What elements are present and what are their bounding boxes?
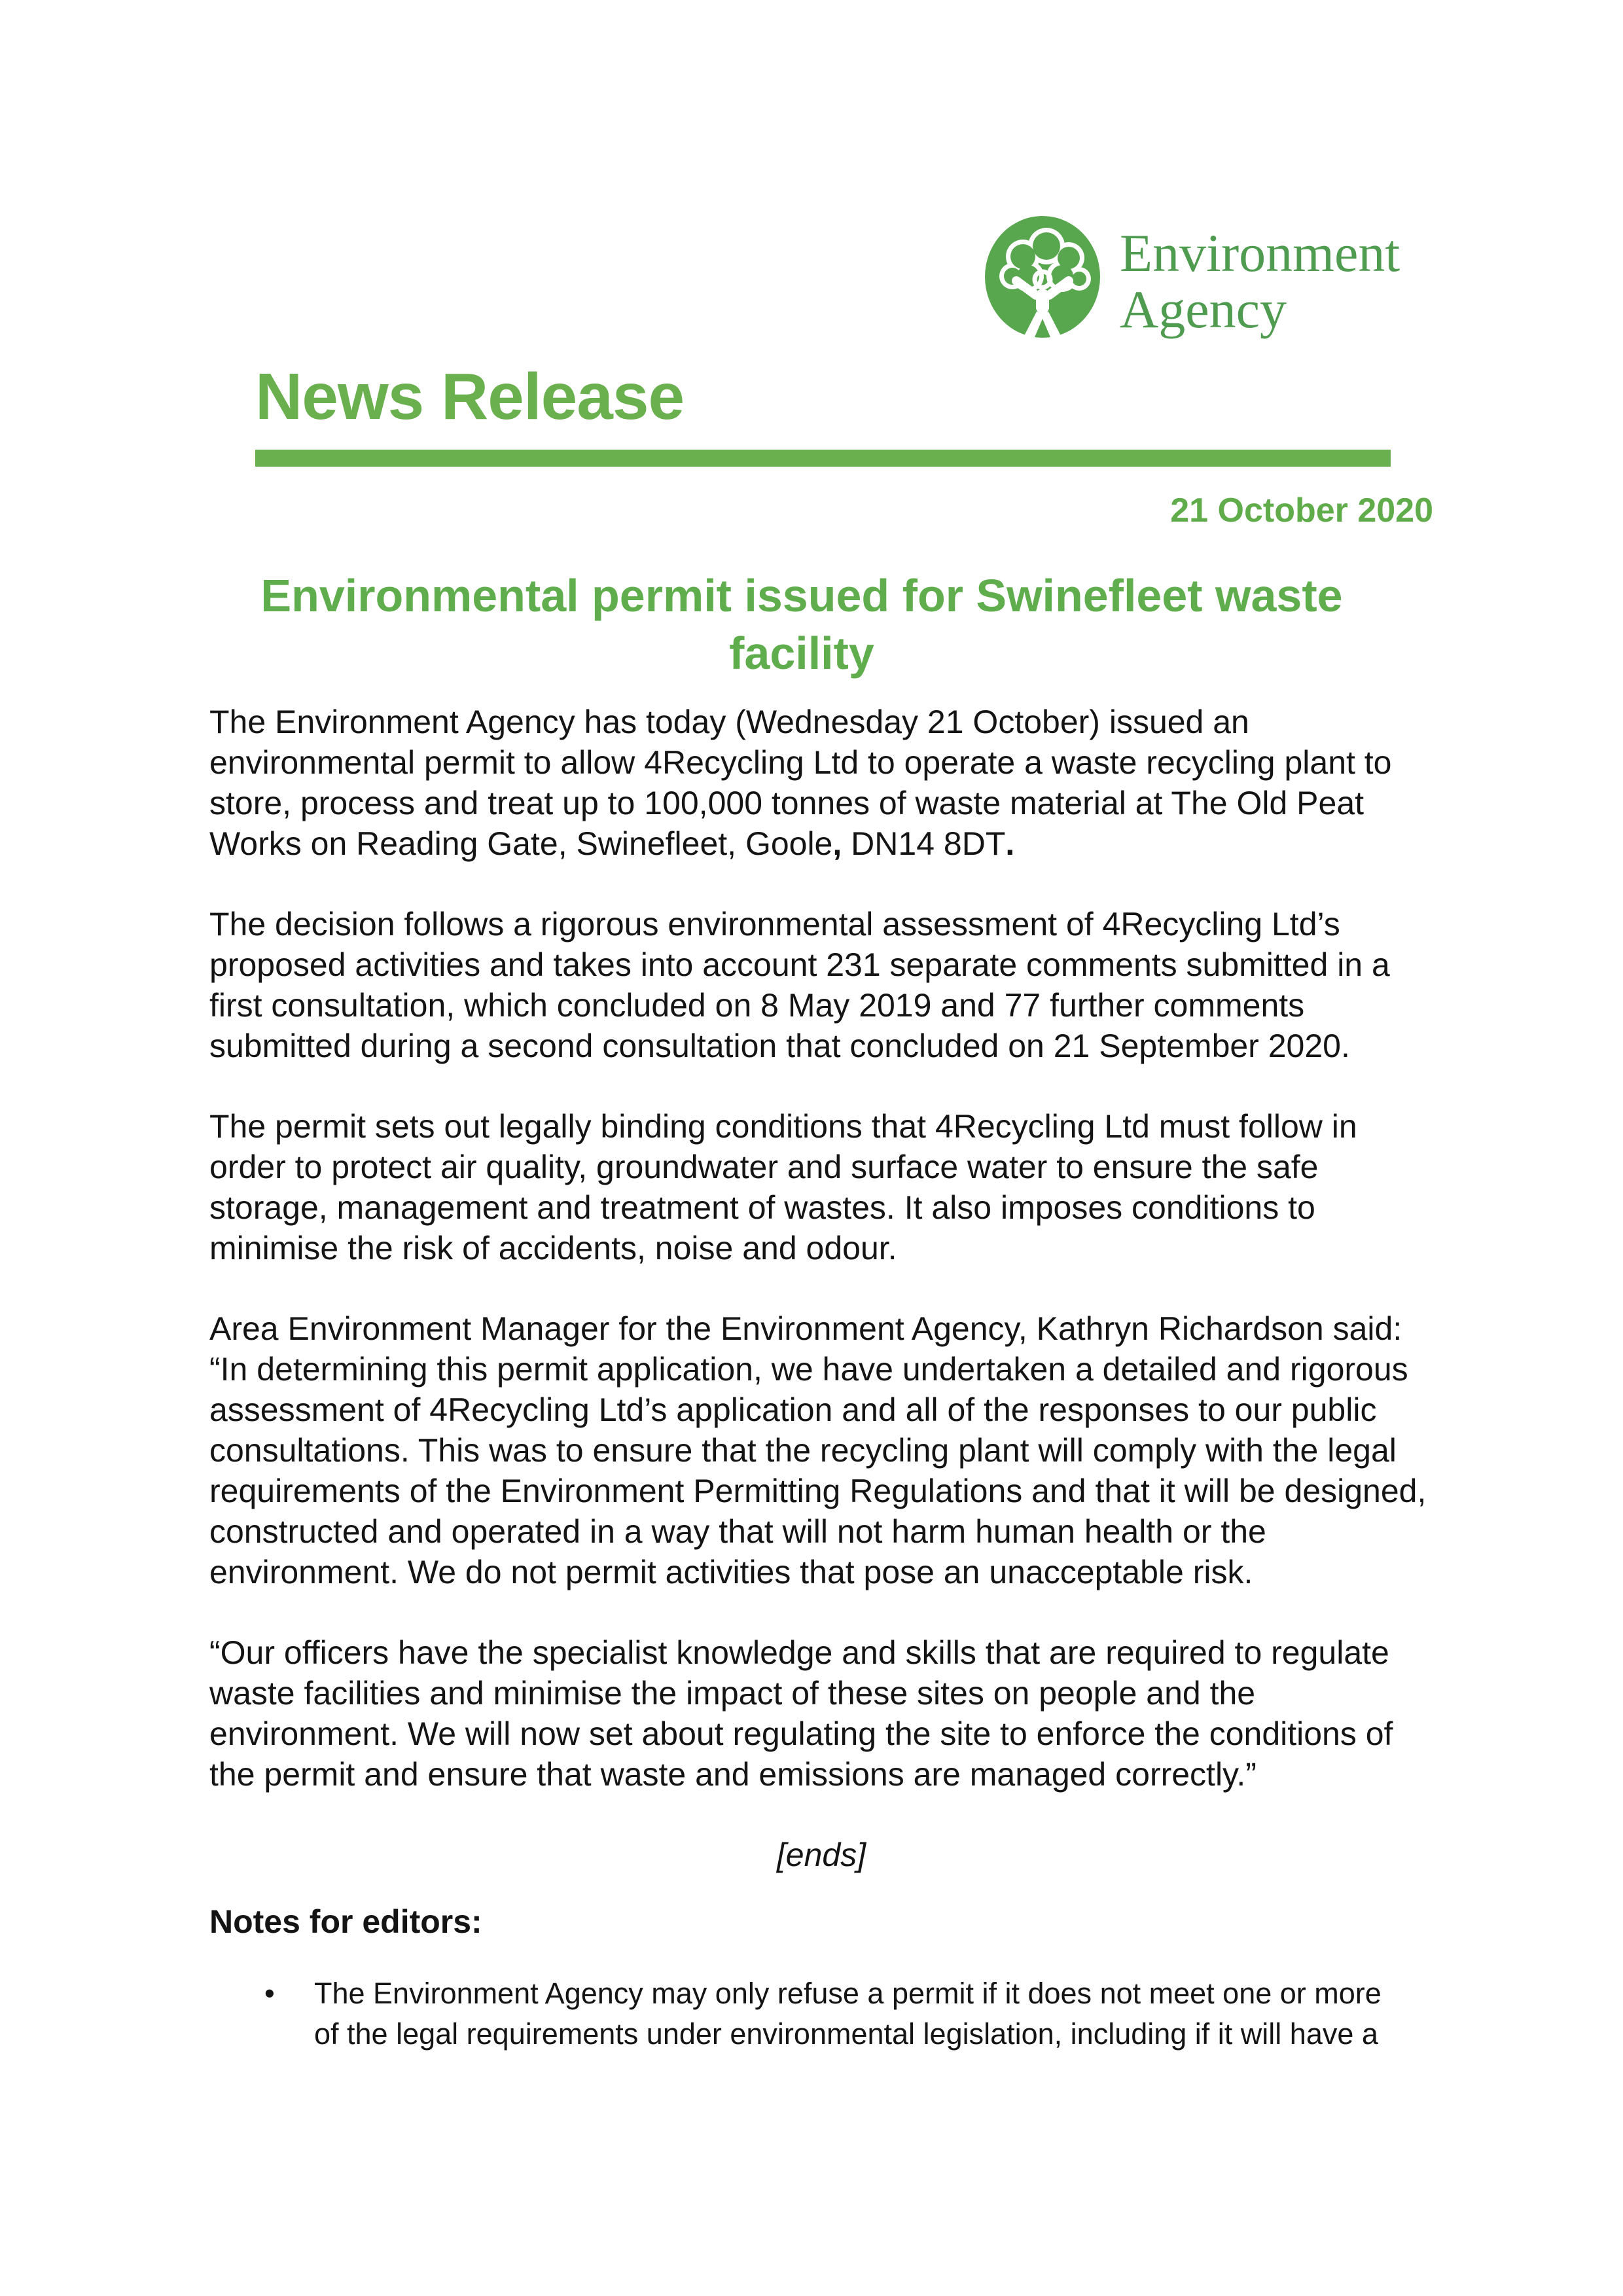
paragraph-1 — [209, 702, 1433, 864]
masthead-title: News Release — [255, 360, 685, 433]
paragraph-4: Area Environment Manager for the Environment Agency, Kathryn Richardson said: “In determining this permit application, we have undertaken a detailed and rigorous assessment of 4Recycling Ltd’s application and all of the responses to our public consultations. This was to ensure that the recycling plant will comply with the legal requirements of the Environment Permitting Regulations and that it will be designed, constructed and operated in a way that will not harm human health or the environment. We do not permit activities that pose an unacceptable risk. — [209, 1310, 1427, 1590]
editor-note-text: The Environment Agency may only refuse a permit if it does not meet one or more of the legal requirements under environmental legislation, including if it will have a — [314, 1977, 1382, 2051]
release-date: 21 October 2020 — [1170, 492, 1433, 529]
paragraph-5: “Our officers have the specialist knowledge and skills that are required to regulate waste facilities and minimise the impact of these sites on people and the environment. We will now set about regulating the site to enforce the conditions of the permit and ensure that waste and emissions are managed correctly.” — [209, 1634, 1393, 1793]
logo-wordmark-line1: Environment — [1120, 223, 1400, 283]
logo-wordmark — [1120, 225, 1400, 338]
logo-wordmark-line2: Agency — [1120, 279, 1287, 339]
paragraph-2: The decision follows a rigorous environmental assessment of 4Recycling Ltd’s proposed activities and takes into account 231 separate comments submitted in a first consultation, which concluded on 8 May 2019 and 77 further comments submitted during a second consultation that concluded on 21 September 2020. — [209, 906, 1390, 1064]
article-headline: Environmental permit issued for Swinefleet waste facility — [260, 570, 1343, 679]
green-divider-bar — [255, 450, 1391, 467]
paragraph-1-text: The Environment Agency has today (Wednesday 21 October) issued an environmental permit to allow 4Recycling Ltd to operate a waste recycling plant to store, process and treat up to 100,000 tonnes of waste material at The Old Peat Works on Reading Gate, Swinefleet, Goole — [209, 704, 1392, 862]
article-body — [209, 567, 1433, 2054]
paragraph-3: The permit sets out legally binding conditions that 4Recycling Ltd must follow in order to protect air quality, groundwater and surface water to ensure the safe storage, management and treatment of wastes. It also imposes conditions to minimise the risk of accidents, noise and odour. — [209, 1108, 1357, 1266]
paragraph-1-bold-period: . — [1005, 825, 1015, 862]
editor-note-item — [209, 1973, 1407, 2054]
notes-for-editors-heading: Notes for editors: — [209, 1903, 482, 1940]
paragraph-1-postcode: DN14 8DT — [842, 825, 1006, 862]
ends-marker: [ends] — [776, 1837, 866, 1873]
tree-person-icon — [985, 216, 1100, 338]
paragraph-1-bold-comma: , — [832, 825, 842, 862]
editor-notes-list — [209, 1973, 1407, 2054]
environment-agency-logo — [985, 216, 1400, 338]
